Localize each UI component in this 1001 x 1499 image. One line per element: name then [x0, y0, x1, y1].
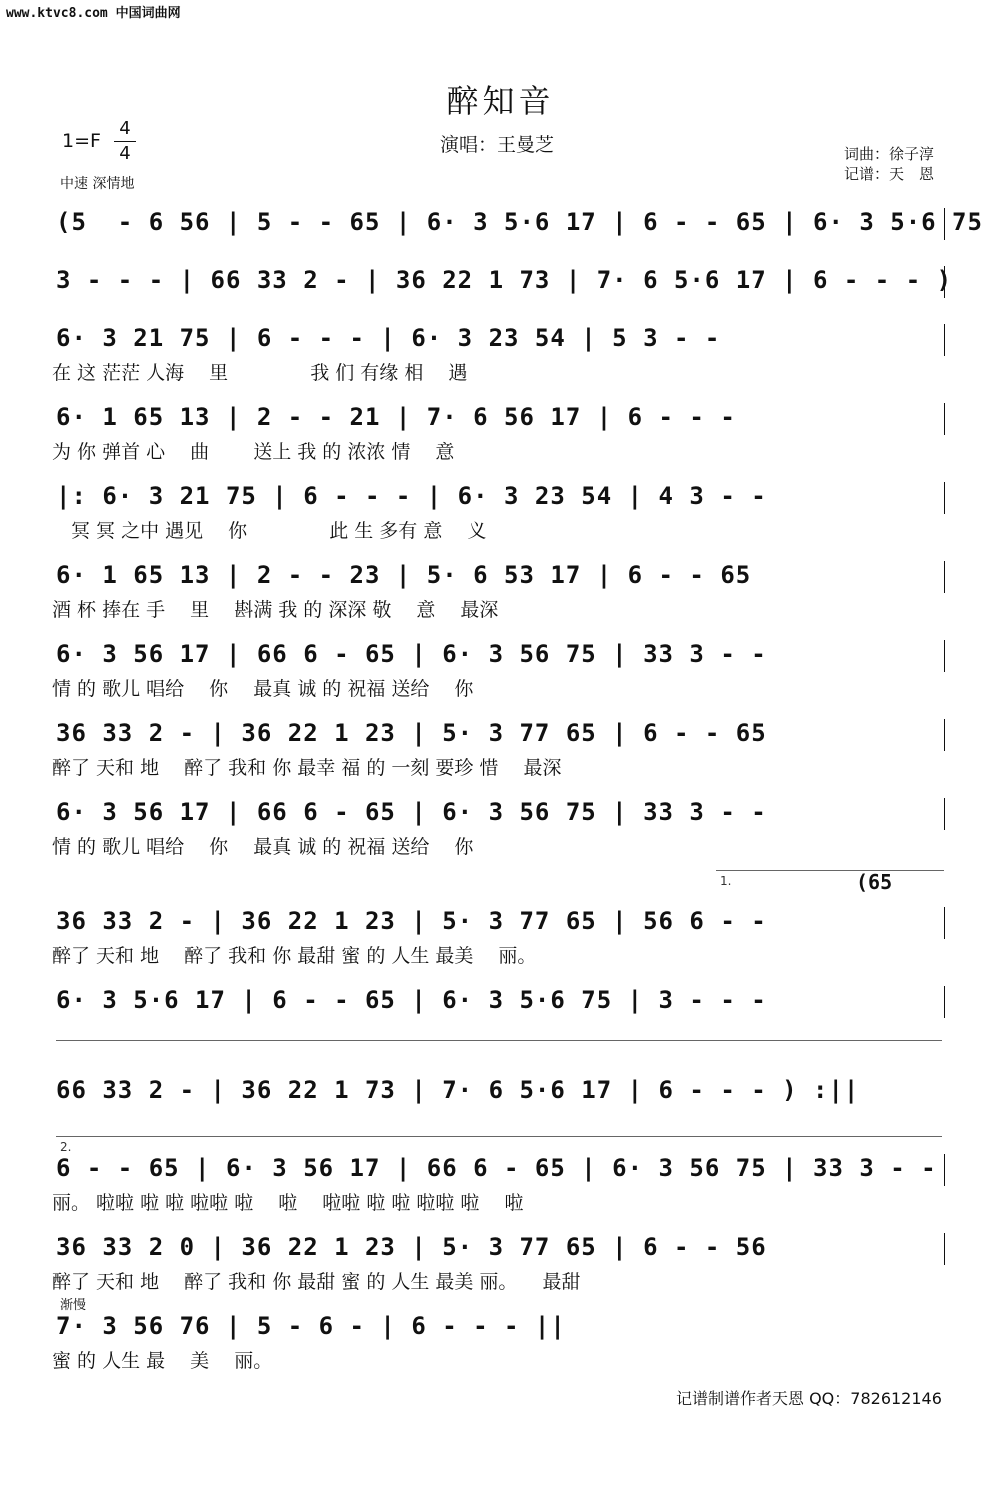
barline [944, 561, 945, 593]
system-12 [0, 1076, 1001, 1156]
volta-1-bracket [716, 870, 944, 871]
notes: 66 33 2 - | 36 22 1 73 | 7· 6 5·6 17 | 6 - - - ) :|| [56, 1076, 860, 1104]
system-15 [0, 1312, 1001, 1392]
notes: 36 33 2 - | 36 22 1 23 | 5· 3 77 65 | 6 - - 65 [56, 719, 767, 747]
lyrics: 为 你 弹首 心 曲 送上 我 的 浓浓 情 意 [52, 441, 455, 463]
barline [944, 403, 945, 435]
notes: 36 33 2 - | 36 22 1 23 | 5· 3 77 65 | 56 6 - - [56, 907, 767, 935]
ritardando-marking: 渐慢 [60, 1298, 87, 1313]
singer-credit: 演唱：王曼芝 [440, 134, 555, 156]
lyrics: 醉了 天和 地 醉了 我和 你 最幸 福 的 一刻 要珍 惜 最深 [52, 757, 562, 779]
lyrics: 醉了 天和 地 醉了 我和 你 最甜 蜜 的 人生 最美 丽。 最甜 [52, 1271, 581, 1293]
barline [944, 640, 945, 672]
time-bottom: 4 [119, 143, 131, 164]
system-3 [0, 324, 1001, 404]
notes: 36 33 2 0 | 36 22 1 23 | 5· 3 77 65 | 6 - - 56 [56, 1233, 767, 1261]
system-14 [0, 1233, 1001, 1313]
notes: (5 - 6 56 | 5 - - 65 | 6· 3 5·6 17 | 6 - - 65 | 6· 3 5·6 75 [56, 208, 983, 236]
barline [944, 324, 945, 356]
barline [944, 907, 945, 939]
notes: 3 - - - | 66 33 2 - | 36 22 1 73 | 7· 6 5·6 17 | 6 - - - ) [56, 266, 953, 294]
notes: 6· 3 56 17 | 66 6 - 65 | 6· 3 56 75 | 33 3 - - [56, 640, 767, 668]
volta-1-pickup: (65 [856, 870, 893, 894]
system-13 [0, 1154, 1001, 1234]
barline [944, 798, 945, 830]
lyrics: 酒 杯 捧在 手 里 斟满 我 的 深深 敬 意 最深 [52, 599, 499, 621]
barline [944, 719, 945, 751]
system-8 [0, 719, 1001, 799]
lyrics: 丽。 啦啦 啦 啦 啦啦 啦 啦 啦啦 啦 啦 啦啦 啦 啦 [52, 1192, 524, 1214]
barline [944, 986, 945, 1018]
notes: 6· 1 65 13 | 2 - - 23 | 5· 6 53 17 | 6 - - 65 [56, 561, 752, 589]
volta-2-label: 2. [60, 1140, 72, 1154]
lyricist-credit: 词曲：徐子淳 [844, 145, 935, 163]
time-top: 4 [119, 118, 131, 139]
notes: |: 6· 3 21 75 | 6 - - - | 6· 3 23 54 | 4 3 - - [56, 482, 767, 510]
system-6 [0, 561, 1001, 641]
volta-2-bracket [56, 1136, 942, 1137]
lyrics: 在 这 茫茫 人海 里 我 们 有缘 相 遇 [52, 362, 468, 384]
notes: 6 - - 65 | 6· 3 56 17 | 66 6 - 65 | 6· 3 56 75 | 33 3 - - [56, 1154, 937, 1182]
barline [944, 208, 945, 240]
lyrics: 冥 冥 之中 遇见 你 此 生 多有 意 义 [52, 520, 487, 542]
notes: 7· 3 56 76 | 5 - 6 - | 6 - - - || [56, 1312, 566, 1340]
lyrics: 情 的 歌儿 唱给 你 最真 诚 的 祝福 送给 你 [52, 678, 474, 700]
system-9 [0, 798, 1001, 878]
time-divider [114, 141, 136, 142]
notes: 6· 3 21 75 | 6 - - - | 6· 3 23 54 | 5 3 - - [56, 324, 721, 352]
barline [944, 1154, 945, 1186]
transcriber-credit: 记谱：天 恩 [844, 165, 935, 183]
system-7 [0, 640, 1001, 720]
notes: 6· 1 65 13 | 2 - - 21 | 7· 6 56 17 | 6 - - - [56, 403, 736, 431]
lyrics: 醉了 天和 地 醉了 我和 你 最甜 蜜 的 人生 最美 丽。 [52, 945, 537, 967]
time-signature [114, 118, 136, 165]
site-watermark: www.ktvc8.com 中国词曲网 [6, 6, 181, 21]
notes: 6· 3 5·6 17 | 6 - - 65 | 6· 3 5·6 75 | 3 - - - [56, 986, 767, 1014]
lyrics: 蜜 的 人生 最 美 丽。 [52, 1350, 273, 1372]
barline [944, 266, 945, 298]
system-10 [0, 907, 1001, 987]
song-title: 醉知音 [446, 82, 555, 120]
notes: 6· 3 56 17 | 66 6 - 65 | 6· 3 56 75 | 33 3 - - [56, 798, 767, 826]
tempo-marking: 中速 深情地 [60, 176, 135, 192]
lyrics: 情 的 歌儿 唱给 你 最真 诚 的 祝福 送给 你 [52, 836, 474, 858]
section-rule [56, 1040, 942, 1041]
footer-credit: 记谱制谱作者天恩 QQ：782612146 [676, 1389, 942, 1408]
system-5 [0, 482, 1001, 562]
system-4 [0, 403, 1001, 483]
key-signature: 1=F [62, 130, 101, 152]
barline [944, 482, 945, 514]
volta-1-label: 1. [720, 874, 732, 888]
system-11 [0, 986, 1001, 1066]
barline [944, 1233, 945, 1265]
credits-block [844, 144, 934, 184]
